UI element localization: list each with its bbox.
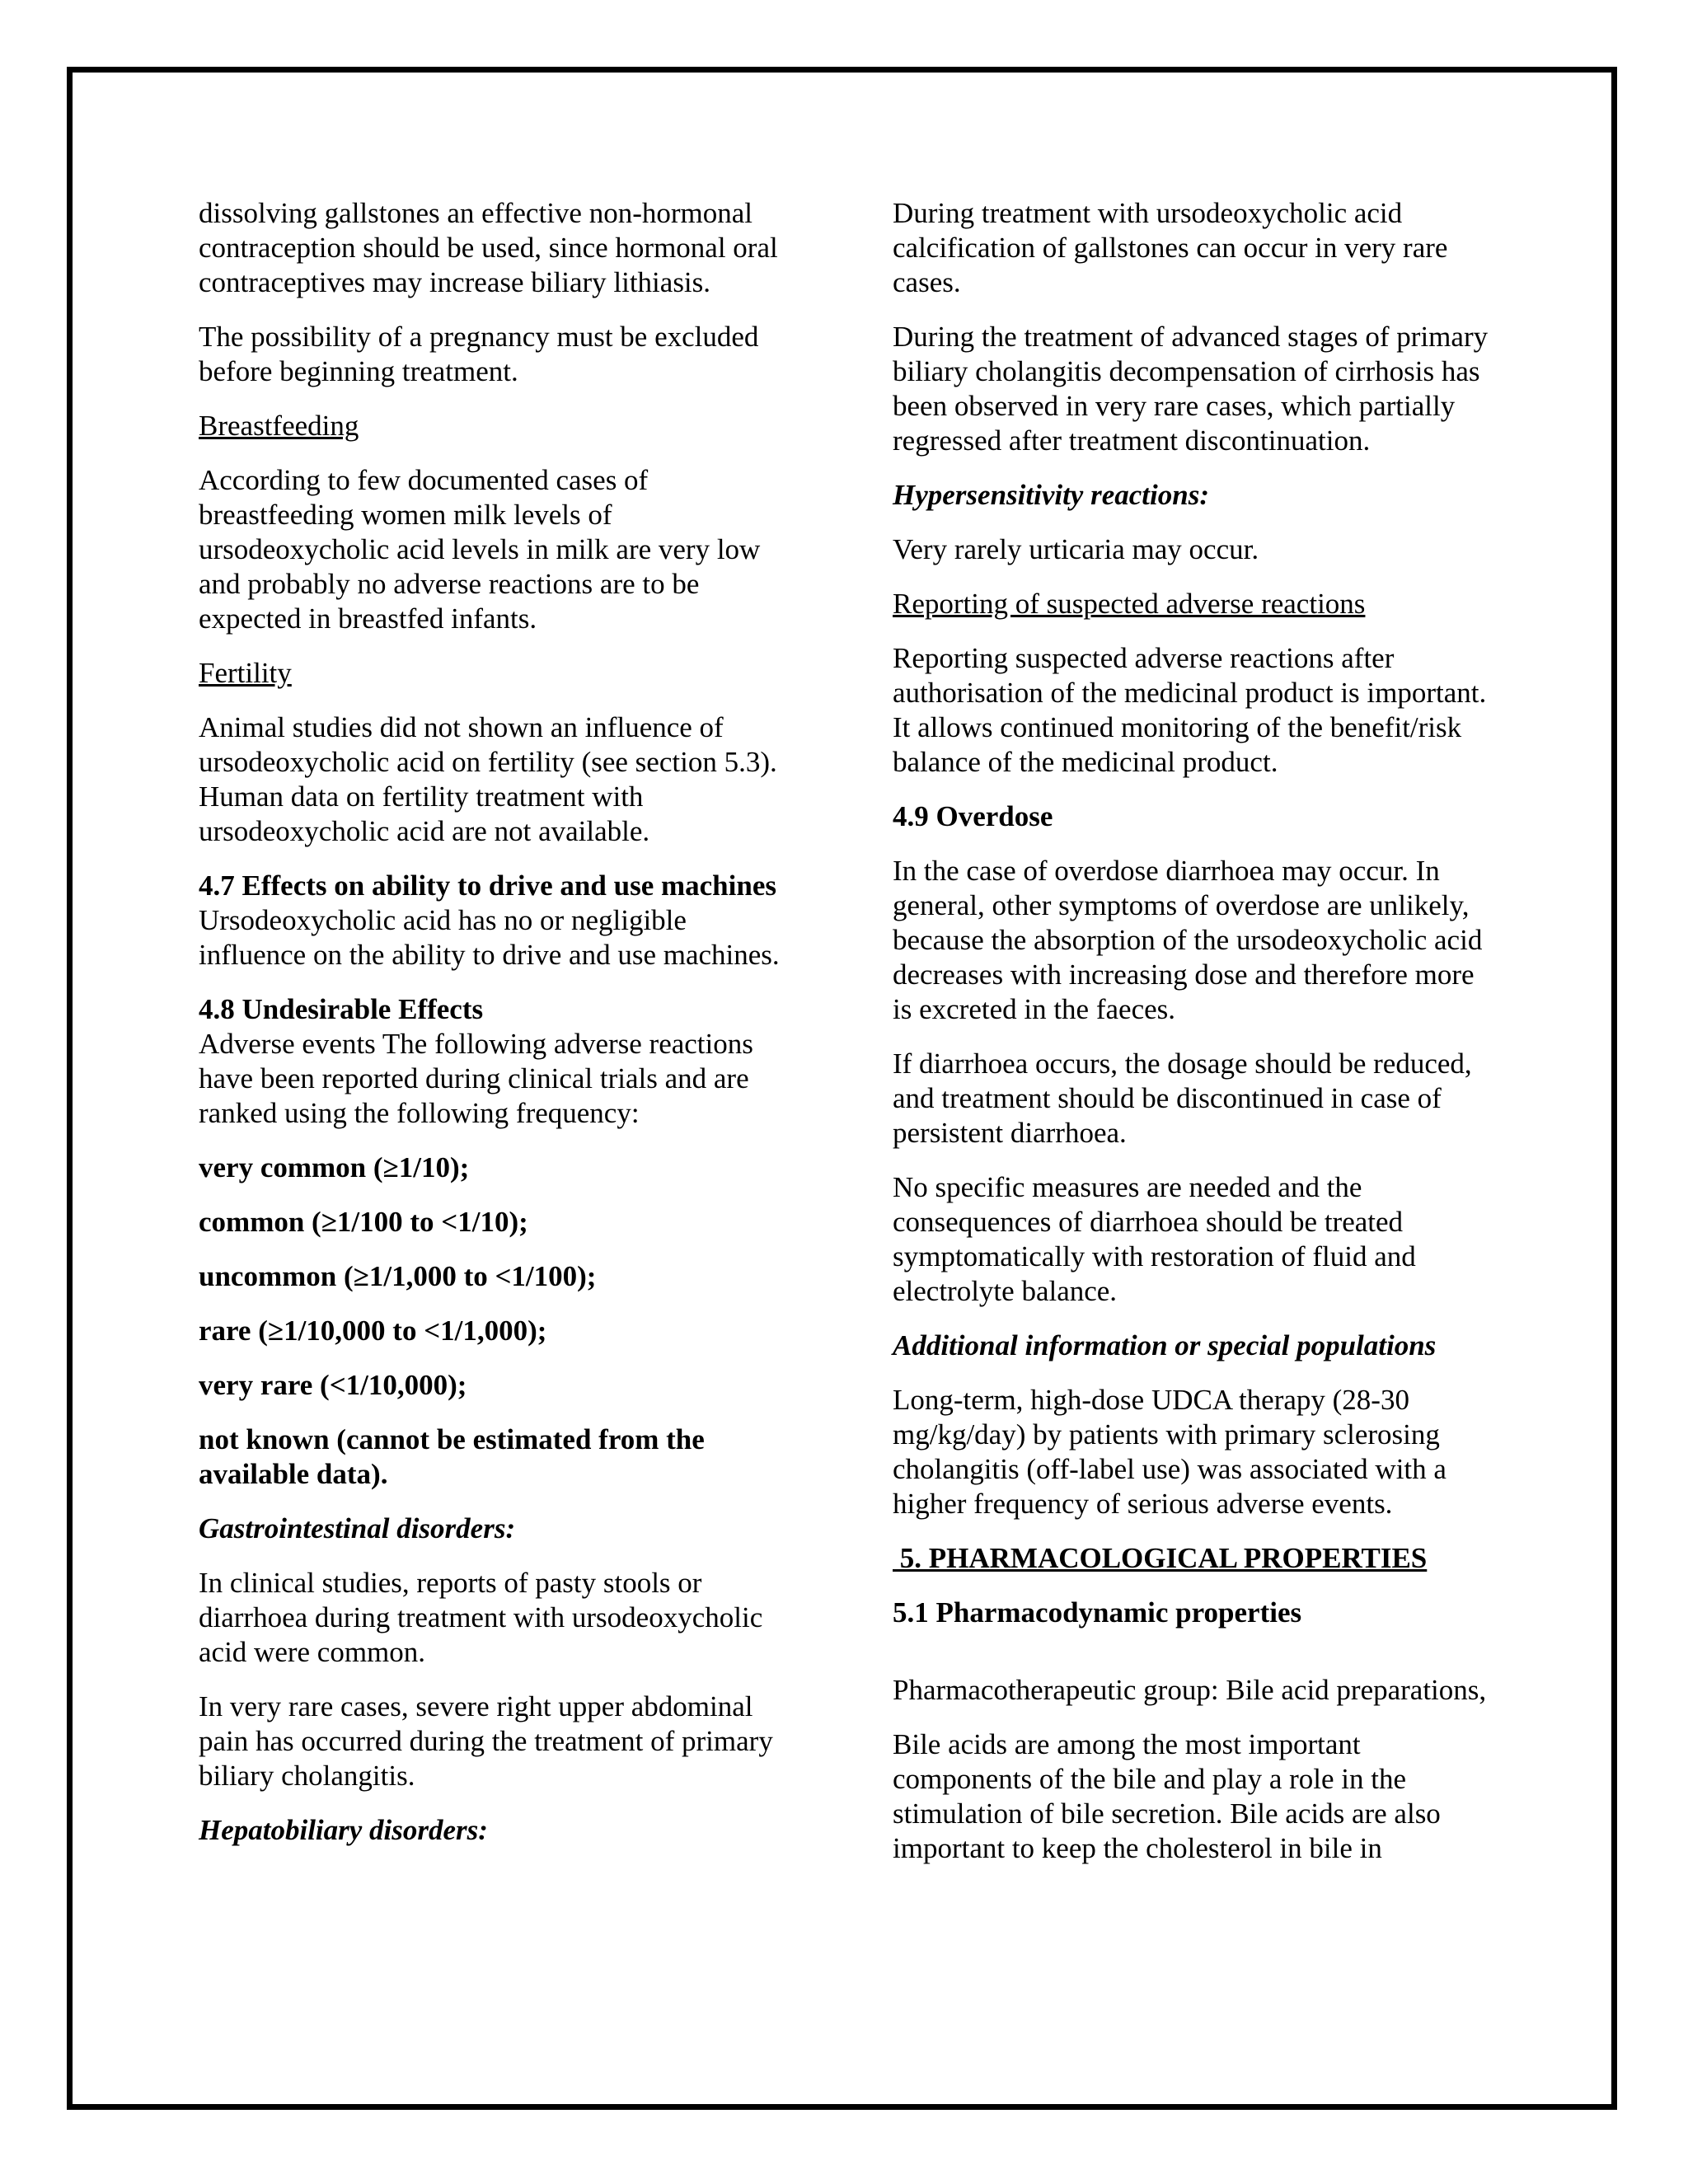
right-column: [893, 196, 1494, 1886]
paragraph-reporting: Reporting suspected adverse reactions after authorisation of the medicinal product is important. It allows continued monitoring of the benefit/risk balance of the medicinal product.: [893, 642, 1487, 778]
heading-gastrointestinal: Gastrointestinal disorders:: [199, 1512, 516, 1544]
frequency-rare: rare (≥1/10,000 to <1/1,000);: [199, 1315, 547, 1347]
heading-section-4-8: 4.8 Undesirable Effects: [199, 993, 484, 1025]
paragraph-pharmacotherapeutic-group: Pharmacotherapeutic group: Bile acid preparations,: [893, 1674, 1487, 1706]
paragraph-calcification: During treatment with ursodeoxycholic acid calcification of gallstones can occur in very rare cases.: [893, 197, 1448, 298]
heading-additional-information: Additional information or special populations: [893, 1329, 1437, 1361]
frequency-uncommon: uncommon (≥1/1,000 to <1/100);: [199, 1260, 597, 1292]
heading-fertility: Fertility: [199, 657, 292, 689]
paragraph-fertility: Animal studies did not shown an influence of ursodeoxycholic acid on fertility (see section 5.3). Human data on fertility treatment with ursodeoxycholic acid are not available.: [199, 711, 777, 847]
paragraph-additional-information: Long-term, high-dose UDCA therapy (28-30 mg/kg/day) by patients with primary sclerosing cholangitis (off-label use) was associated with a higher frequency of serious adverse events.: [893, 1384, 1447, 1520]
paragraph-contraception: dissolving gallstones an effective non-hormonal contraception should be used, since hormonal oral contraceptives may increase biliary lithiasis.: [199, 197, 778, 298]
paragraph-overdose-2: If diarrhoea occurs, the dosage should be reduced, and treatment should be discontinued in case of persistent diarrhoea.: [893, 1047, 1472, 1149]
heading-breastfeeding: Breastfeeding: [199, 410, 359, 442]
paragraph-urticaria: Very rarely urticaria may occur.: [893, 533, 1259, 565]
paragraph-overdose-1: In the case of overdose diarrhoea may occur. In general, other symptoms of overdose are unlikely, because the absorption of the ursodeoxycholic acid decreases with increasing dose and therefore more is excreted in the faeces.: [893, 855, 1483, 1025]
frequency-not-known: not known (cannot be estimated from the available data).: [199, 1423, 705, 1490]
frequency-very-common: very common (≥1/10);: [199, 1151, 470, 1183]
paragraph-gastrointestinal-1: In clinical studies, reports of pasty stools or diarrhoea during treatment with ursodeoxycholic acid were common.: [199, 1567, 763, 1668]
heading-hypersensitivity: Hypersensitivity reactions:: [893, 479, 1209, 511]
heading-section-5: 5. PHARMACOLOGICAL PROPERTIES: [893, 1542, 1428, 1574]
frequency-common: common (≥1/100 to <1/10);: [199, 1206, 528, 1238]
paragraph-bile-acids: Bile acids are among the most important components of the bile and play a role in the stimulation of bile secretion. Bile acids are also important to keep the cholesterol in bile in: [893, 1728, 1441, 1864]
paragraph-section-4-7: Ursodeoxycholic acid has no or negligible influence on the ability to drive and use machines.: [199, 904, 780, 971]
paragraph-breastfeeding: According to few documented cases of breastfeeding women milk levels of ursodeoxycholic acid levels in milk are very low and probably no adverse reactions are to be expected in breastfed infants.: [199, 464, 761, 635]
paragraph-decompensation: During the treatment of advanced stages of primary biliary cholangitis decompensation of cirrhosis has been observed in very rare cases, which partially regressed after treatment discontinuation.: [893, 321, 1489, 457]
heading-section-5-1: 5.1 Pharmacodynamic properties: [893, 1596, 1302, 1629]
heading-reporting: Reporting of suspected adverse reactions: [893, 588, 1366, 620]
section-spacer: [893, 1650, 1494, 1673]
paragraph-pregnancy: The possibility of a pregnancy must be excluded before beginning treatment.: [199, 321, 759, 387]
heading-section-4-7: 4.7 Effects on ability to drive and use machines: [199, 869, 776, 902]
heading-section-4-9: 4.9 Overdose: [893, 800, 1053, 832]
paragraph-gastrointestinal-2: In very rare cases, severe right upper abdominal pain has occurred during the treatment of primary biliary cholangitis.: [199, 1690, 773, 1792]
left-column: [199, 196, 800, 1868]
frequency-very-rare: very rare (<1/10,000);: [199, 1369, 467, 1401]
paragraph-overdose-3: No specific measures are needed and the consequences of diarrhoea should be treated symptomatically with restoration of fluid and electrolyte balance.: [893, 1171, 1416, 1307]
paragraph-section-4-8: Adverse events The following adverse reactions have been reported during clinical trials and are ranked using the following frequency:: [199, 1028, 753, 1129]
heading-hepatobiliary: Hepatobiliary disorders:: [199, 1814, 488, 1846]
